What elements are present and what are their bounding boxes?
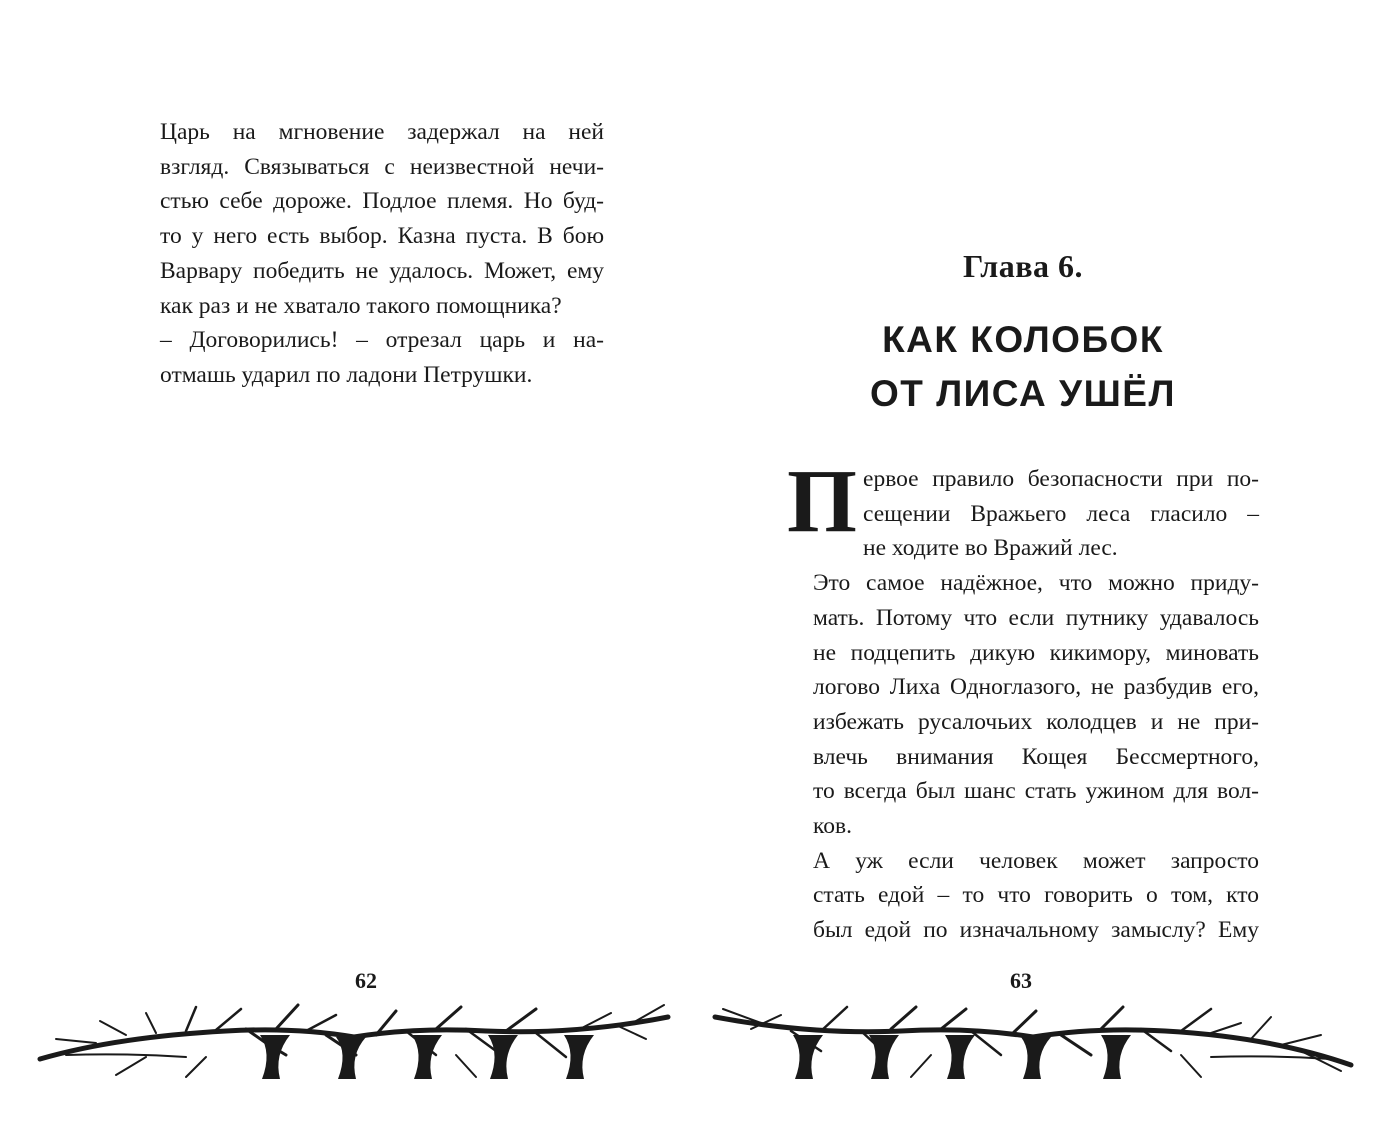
text-line: А уж если человек может запросто — [813, 847, 1259, 874]
text-line: Варвару победить не удалось. Может, ему — [160, 257, 604, 284]
text-line: ков. — [813, 813, 852, 840]
text-line: то всегда был шанс стать ужином для вол- — [813, 778, 1259, 805]
drop-cap: П — [787, 452, 858, 551]
chapter-title-line: КАК КОЛОБОК — [882, 319, 1164, 360]
text-line: логово Лиха Одноглазого, не разбудив его, — [813, 674, 1259, 701]
text-line: Это самое надёжное, что можно приду- — [813, 570, 1259, 597]
text-line: стью себе дороже. Подлое племя. Но буд- — [160, 188, 604, 215]
text-line: отмашь ударил по ладони Петрушки. — [160, 361, 533, 388]
text-line: – Договорились! – отрезал царь и на- — [160, 327, 604, 354]
branch-ornament-icon — [36, 995, 672, 1085]
text-line: то у него есть выбор. Казна пуста. В бою — [160, 223, 604, 250]
text-line: влечь внимания Кощея Бессмертного, — [813, 743, 1259, 770]
text-line: ервое правило безопасности при по- — [863, 466, 1259, 492]
paragraph — [789, 844, 1259, 948]
opening-paragraph — [787, 452, 1259, 566]
text-line: как раз и не хватало такого помощника? — [160, 292, 562, 319]
right-page — [697, 0, 1394, 1125]
right-page-text — [787, 452, 1259, 948]
text-line: избежать русалочьих колодцев и не при- — [813, 708, 1259, 735]
text-line: сещении Вражьего леса гласило – — [863, 500, 1259, 527]
chapter-number: Глава 6. — [963, 248, 1083, 284]
paragraph — [789, 566, 1259, 844]
text-line: не ходите во Вражий лес. — [863, 535, 1118, 562]
text-line: не подцепить дикую кикимору, миновать — [813, 639, 1259, 666]
page-number: 62 — [355, 968, 377, 993]
paragraph — [136, 115, 604, 323]
text-line: мать. Потому что если путнику удавалось — [813, 604, 1259, 631]
chapter-title — [697, 313, 1349, 421]
text-line: взгляд. Связываться с неизвестной нечи- — [160, 153, 604, 180]
chapter-title-line: ОТ ЛИСА УШЁЛ — [870, 373, 1176, 414]
paragraph — [136, 323, 604, 392]
text-line: Царь на мгновение задержал на ней — [160, 119, 604, 145]
left-page-text — [136, 115, 604, 393]
text-line: стать едой – то что говорить о том, кто — [813, 882, 1259, 909]
branch-ornament-icon — [711, 995, 1356, 1085]
text-line: был едой по изначальному замыслу? Ему — [813, 917, 1259, 944]
page-number: 63 — [1010, 968, 1032, 993]
